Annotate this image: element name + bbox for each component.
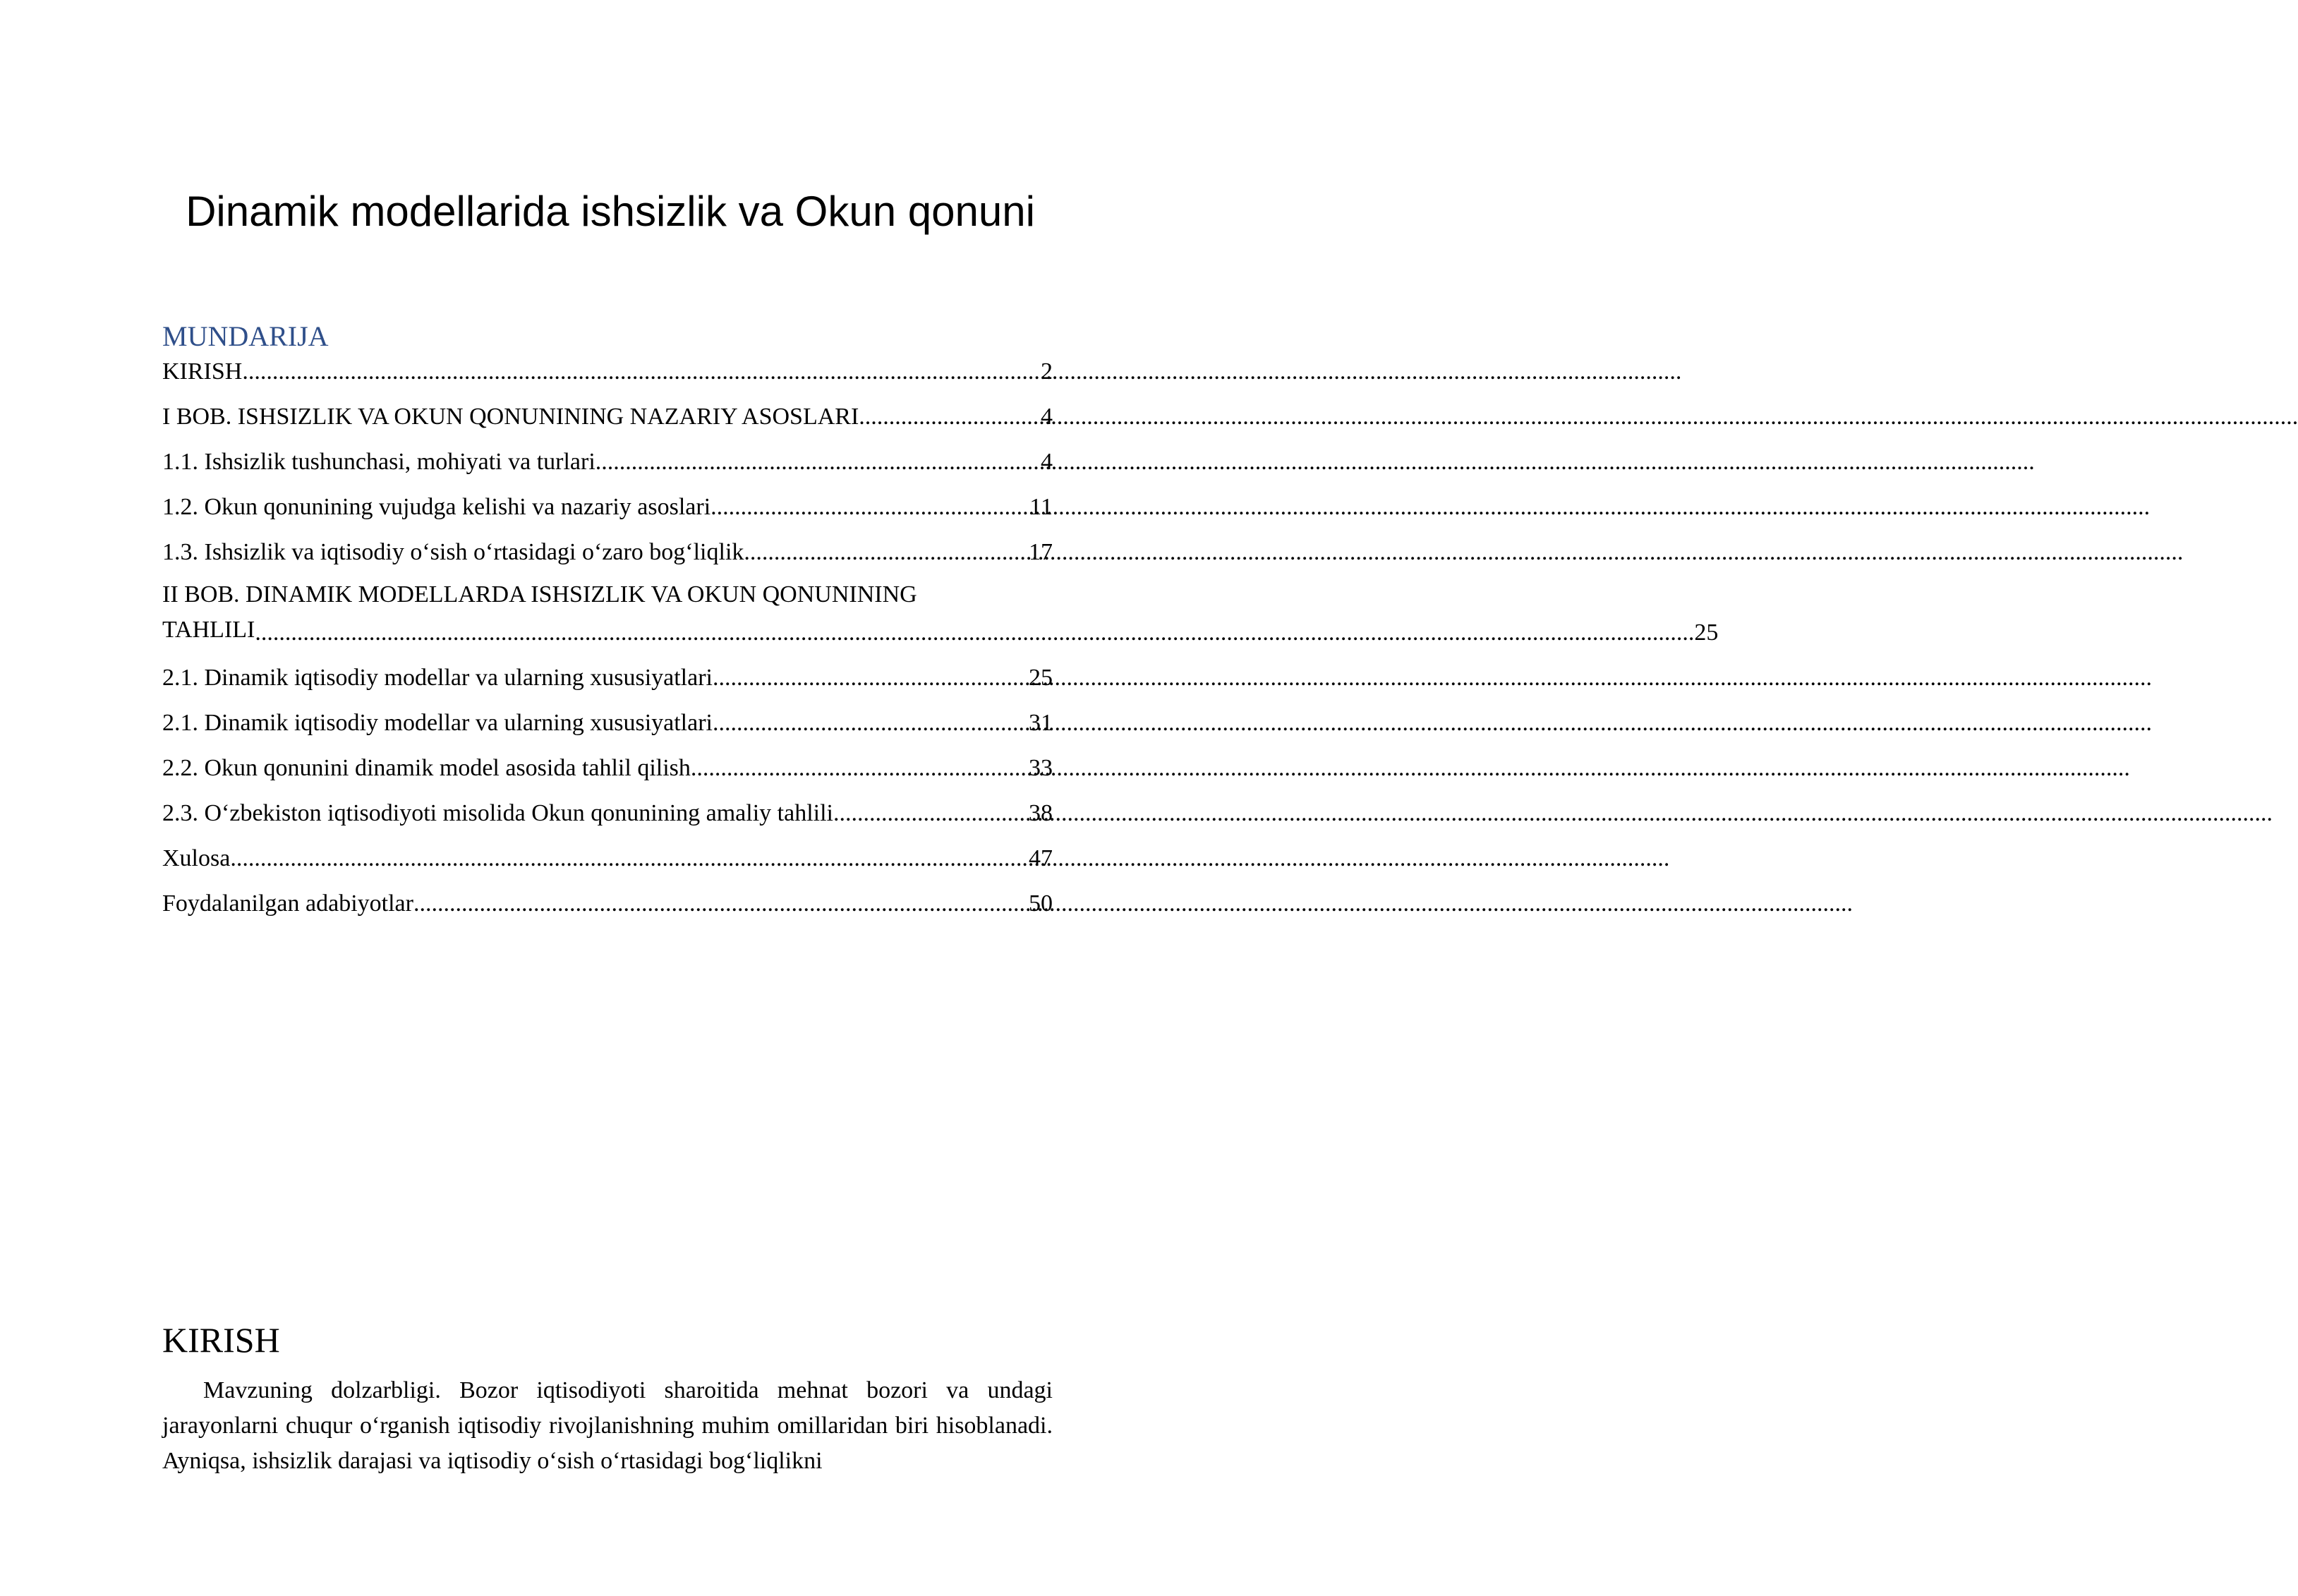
toc-page-number: 25 (1694, 619, 1719, 646)
toc-entry-1-2[interactable] (162, 483, 1053, 528)
toc-leader (413, 889, 1029, 924)
toc-entry-label: 2.2. Okun qonunini dinamik model asosida tahlil qilish (162, 755, 691, 781)
toc-entry-label: KIRISH (162, 358, 243, 385)
toc-entry-kirish[interactable] (162, 353, 1053, 392)
toc-leader (713, 663, 1029, 699)
toc-entry-label-line2: TAHLILI (162, 617, 255, 643)
toc-leader (242, 357, 1041, 392)
toc-entry-2-1-duplicate[interactable] (162, 699, 1053, 744)
toc-page-number: 33 (1029, 755, 1053, 781)
toc-page-number: 38 (1029, 800, 1053, 826)
toc-entry-xulosa[interactable] (162, 834, 1053, 879)
toc-leader (744, 538, 1029, 573)
toc-leader (859, 402, 1041, 437)
toc-entry-line2 (162, 612, 1718, 653)
toc-leader (255, 618, 1694, 653)
toc-page-number: 25 (1029, 665, 1053, 691)
toc-leader (833, 799, 1029, 834)
toc-entry-2-3[interactable] (162, 789, 1053, 834)
toc-entry-1-3[interactable] (162, 528, 1053, 573)
toc-leader (710, 492, 1029, 528)
toc-page-number: 4 (1041, 404, 1053, 430)
toc-entry-label: Foydalanilgan adabiyotlar (162, 890, 413, 917)
toc-leader (713, 708, 1029, 744)
toc-entry-label: 2.1. Dinamik iqtisodiy modellar va ularning xususiyatlari (162, 665, 713, 691)
toc-leader (691, 754, 1029, 789)
toc-page-number: 47 (1029, 845, 1053, 871)
table-of-contents (162, 353, 1719, 924)
toc-leader (230, 844, 1029, 879)
section-heading-kirish: KIRISH (162, 1320, 280, 1360)
toc-page-number: 50 (1029, 890, 1053, 917)
toc-page-number: 11 (1029, 494, 1053, 520)
toc-page-number: 2 (1041, 358, 1053, 385)
toc-page-number: 31 (1029, 710, 1053, 736)
toc-entry-label: 1.1. Ishsizlik tushunchasi, mohiyati va turlari (162, 449, 595, 475)
toc-leader (595, 447, 1041, 483)
toc-entry-2-2[interactable] (162, 744, 1053, 789)
toc-entry-adabiyotlar[interactable] (162, 879, 1053, 924)
toc-page-number: 17 (1029, 539, 1053, 565)
toc-entry-label: I BOB. ISHSIZLIK VA OKUN QONUNINING NAZARIY ASOSLARI (162, 404, 859, 430)
toc-entry-label-line1: II BOB. DINAMIK MODELLARDA ISHSIZLIK VA OKUN QONUNINING (162, 581, 917, 607)
toc-entry-chapter-1[interactable] (162, 392, 1053, 437)
toc-entry-chapter-2[interactable] (162, 573, 1719, 653)
toc-entry-label: 2.3. O‘zbekiston iqtisodiyoti misolida Okun qonunining amaliy tahlili (162, 800, 833, 826)
toc-page-number: 4 (1041, 449, 1053, 475)
toc-entry-2-1[interactable] (162, 653, 1053, 699)
intro-paragraph: Mavzuning dolzarbligi. Bozor iqtisodiyoti sharoitida mehnat bozori va undagi jarayonlarni chuqur o‘rganish iqtisodiy rivojlanishning muhim omillaridan biri hisoblanadi. Ayniqsa, ishsizlik darajasi va iqtisodiy o‘sish o‘rtasidagi bog‘liqlikni (162, 1377, 1053, 1474)
toc-entry-label: Xulosa (162, 845, 231, 871)
document-title: Dinamik modellarida ishsizlik va Okun qonuni (186, 188, 1035, 235)
toc-entry-label: 1.3. Ishsizlik va iqtisodiy o‘sish o‘rtasidagi o‘zaro bog‘liqlik (162, 539, 744, 565)
toc-entry-label: 1.2. Okun qonunining vujudga kelishi va nazariy asoslari (162, 494, 711, 520)
toc-entry-label: 2.1. Dinamik iqtisodiy modellar va ularning xususiyatlari (162, 710, 713, 736)
toc-entry-1-1[interactable] (162, 437, 1053, 483)
toc-entry-wrapped (162, 577, 1718, 653)
toc-heading: MUNDARIJA (162, 320, 329, 352)
